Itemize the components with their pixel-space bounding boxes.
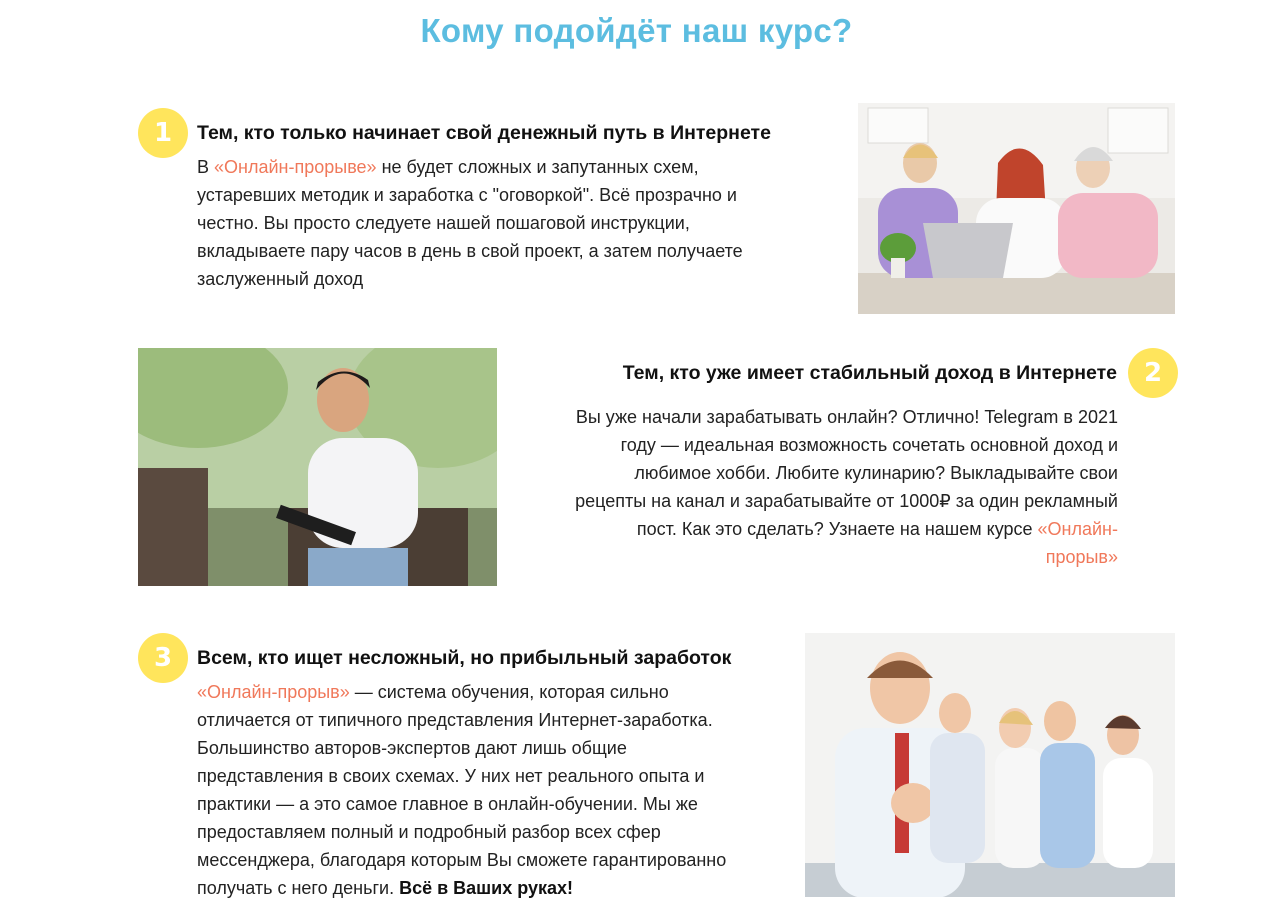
item-1-text: [197, 153, 772, 293]
item-2-text-before: Вы уже начали зарабатывать онлайн? Отлично! Telegram в 2021 году — идеальная возможность сочетать основной доход и любимое хобби. Любите кулинарию? Выкладывайте свои рецепты на канал и зарабатывайте от 1000₽ за один рекламный пост. Как это сделать? Узнаете на нашем курсе: [575, 407, 1118, 539]
item-1-text-after: не будет сложных и запутанных схем, устаревших методик и заработка с "оговоркой". Всё прозрачно и честно. Вы просто следуете нашей пошаговой инструкции, вкладываете пару часов в день в свой проект, а затем получаете заслуженный доход: [197, 157, 743, 289]
item-1-image: [858, 103, 1175, 314]
item-2-image: [138, 348, 497, 586]
step-number-badge-1: 1: [138, 108, 188, 158]
item-2-heading: Тем, кто уже имеет стабильный доход в Интернете: [622, 362, 1117, 384]
online-proryv-link-2[interactable]: «Онлайн-прорыв»: [1037, 519, 1118, 567]
item-1-text-before: В: [197, 157, 215, 177]
item-2-text: [572, 403, 1118, 571]
step-number-badge-3: 3: [138, 633, 188, 683]
step-number-badge-2: 2: [1128, 348, 1178, 398]
item-3-text-after: — система обучения, которая сильно отличается от типичного представления Интернет-заработка. Большинство авторов-экспертов дают лишь общие представления в своих схемах. У них нет реального опыта и практики — а это самое главное в онлайн-обучении. Мы же предоставляем полный и подробный разбор всех сфер мессенджера, благодаря которым Вы сможете гарантированно получать с него деньги.: [197, 682, 727, 898]
item-3-heading: Всем, кто ищет несложный, но прибыльный заработок: [197, 647, 732, 669]
item-3-text: [197, 678, 742, 902]
item-3-emphasis: Всё в Ваших руках!: [399, 878, 574, 898]
online-proryv-link-3[interactable]: «Онлайн-прорыв»: [197, 682, 350, 702]
item-1-heading: Тем, кто только начинает свой денежный путь в Интернете: [197, 122, 771, 144]
item-3-image: [805, 633, 1175, 897]
page-title: Кому подойдёт наш курс?: [420, 12, 853, 49]
online-proryv-link-1[interactable]: «Онлайн-прорыве»: [214, 157, 377, 177]
